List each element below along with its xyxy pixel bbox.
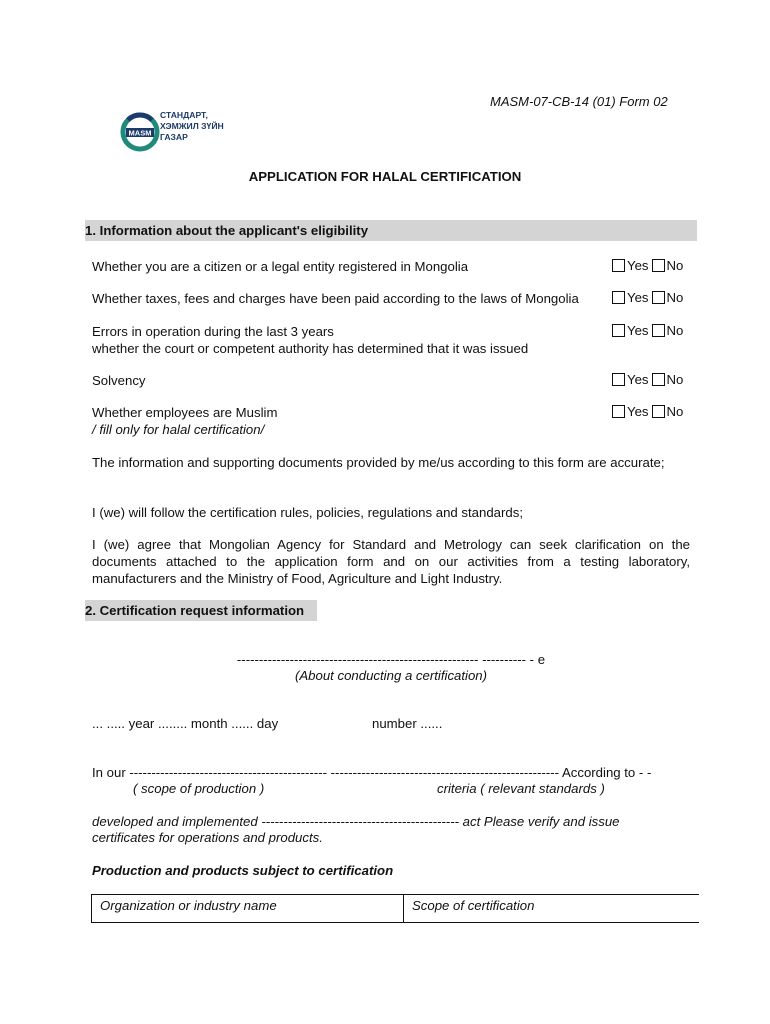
yes-label: Yes [627,258,649,273]
eligibility-question [92,372,146,389]
yes-checkbox[interactable] [612,324,625,337]
yes-no-choice [612,404,686,419]
eligibility-question [92,290,579,307]
masm-logo [120,106,240,158]
no-label: No [666,323,684,338]
developed-line-2: certificates for operations and products. [92,830,323,845]
section-1-heading: 1. Information about the applicant's eligibility [85,220,697,241]
no-label: No [666,372,684,387]
masm-emblem-icon [120,106,160,158]
table-header-scope: Scope of certification [412,898,535,913]
products-heading: Production and products subject to certification [92,863,394,878]
yes-checkbox[interactable] [612,405,625,418]
no-label: No [666,404,684,419]
question-note: / fill only for halal certification/ [92,422,265,437]
section-2-heading: 2. Certification request information [85,600,317,621]
logo-abbr: MASM [128,128,152,138]
question-text: Whether taxes, fees and charges have been paid according to the laws of Mongolia [92,291,579,306]
yes-no-choice [612,323,686,338]
logo-text [160,110,224,143]
eligibility-question [92,323,528,357]
declaration-accuracy: The information and supporting documents provided by me/us according to this form are accurate; [92,455,665,470]
number-line: number ...... [372,716,443,731]
yes-no-choice [612,290,686,305]
yes-checkbox[interactable] [612,373,625,386]
question-text-line2: whether the court or competent authority has determined that it was issued [92,341,529,356]
question-text: Whether you are a citizen or a legal entity registered in Mongolia [92,259,469,274]
scope-of-production-label: ( scope of production ) [133,781,265,796]
declaration-consent: I (we) agree that Mongolian Agency for Standard and Metrology can seek clarification on the documents attached to the application form and on our activities from a testing laboratory, manufacturers and the Ministry of Food, Agriculture and Light Industry. [92,537,690,586]
no-checkbox[interactable] [652,291,665,304]
logo-line: ГАЗАР [160,132,188,142]
yes-checkbox[interactable] [612,291,625,304]
date-line: ... ..... year ........ month ...... day [92,716,279,731]
developed-line: developed and implemented --------------------------------------------- act Please verify and issue [92,814,620,829]
question-text: Errors in operation during the last 3 years [92,324,334,339]
logo-line: ХЭМЖИЛ ЗҮЙН [160,121,224,131]
table-header-organization: Organization or industry name [92,895,404,922]
yes-label: Yes [627,404,649,419]
yes-label: Yes [627,372,649,387]
question-text: Whether employees are Muslim [92,405,278,420]
no-checkbox[interactable] [652,259,665,272]
yes-label: Yes [627,290,649,305]
no-label: No [666,290,684,305]
yes-label: Yes [627,323,649,338]
declaration-rules: I (we) will follow the certification rules, policies, regulations and standards; [92,505,523,520]
eligibility-question [92,258,468,275]
in-our-line: In our --------------------------------------------- ---------------------------------------------------- According to - - [92,765,652,780]
yes-checkbox[interactable] [612,259,625,272]
eligibility-question [92,404,277,438]
yes-no-choice [612,372,686,387]
no-checkbox[interactable] [652,373,665,386]
about-certification-label: (About conducting a certification) [294,668,488,683]
no-checkbox[interactable] [652,324,665,337]
no-label: No [666,258,684,273]
certification-table [91,894,699,923]
logo-line: СТАНДАРТ, [160,110,208,120]
document-title: APPLICATION FOR HALAL CERTIFICATION [248,169,522,184]
certification-dash-line: ------------------------------------------------------- ---------- - e [236,652,546,667]
criteria-label: criteria ( relevant standards ) [437,781,605,796]
form-code: MASM-07-CB-14 (01) Form 02 [490,94,668,109]
yes-no-choice [612,258,686,273]
no-checkbox[interactable] [652,405,665,418]
question-text: Solvency [92,373,146,388]
